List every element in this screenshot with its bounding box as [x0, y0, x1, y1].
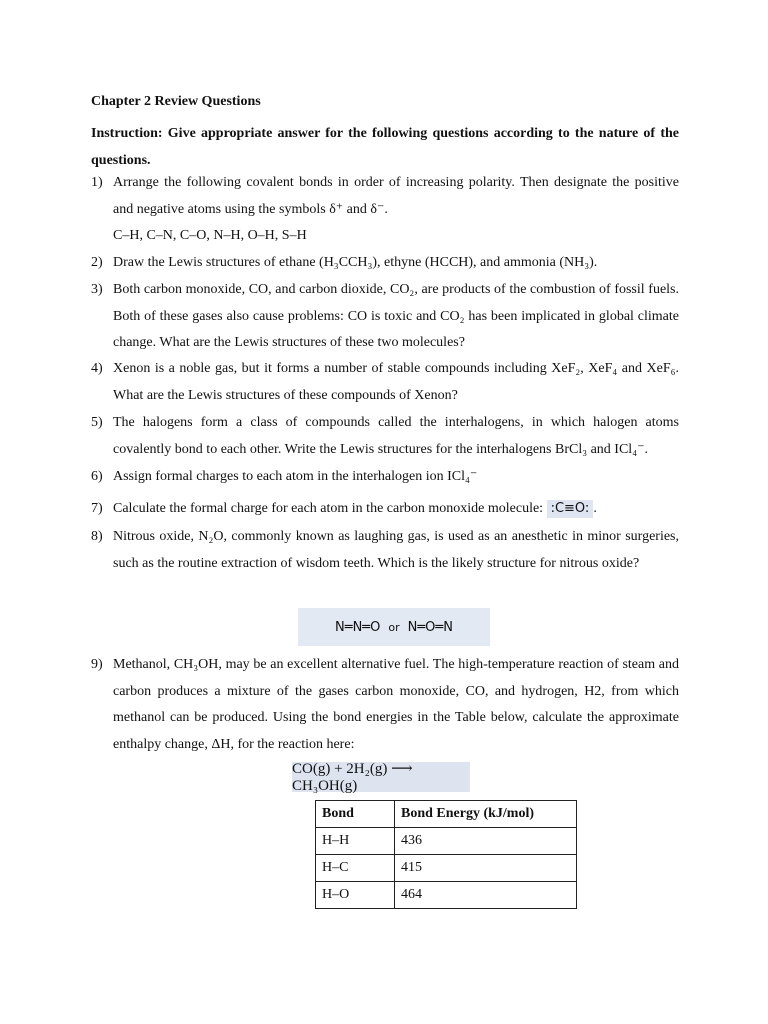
bond-cell: H–H — [316, 828, 395, 855]
question-text: Xenon is a noble gas, but it forms a number of stable compounds including XeF₂, XeF₄ and XeF₆. What are the Lewis structures of these compounds of Xenon? — [113, 361, 679, 403]
energy-cell: 415 — [395, 855, 577, 882]
question-number: 6) — [91, 469, 103, 484]
bond-list: C–H, C–N, C–O, N–H, O–H, S–H — [113, 228, 307, 243]
instruction-text: Instruction: Give appropriate answer for the following questions according to the nature of the questions. — [91, 126, 679, 168]
column-header: Bond — [316, 801, 395, 828]
table-row — [316, 855, 577, 882]
question-9 — [91, 652, 679, 758]
n2o-structure-a: N═N═O — [335, 619, 381, 635]
question-3 — [91, 277, 679, 357]
question-number: 3) — [91, 282, 103, 297]
question-number: 2) — [91, 255, 103, 270]
question-8 — [91, 524, 679, 577]
question-number: 7) — [91, 501, 103, 516]
question-5 — [91, 410, 679, 463]
question-text: Nitrous oxide, N₂O, commonly known as laughing gas, is used as an anesthetic in minor surgeries, such as the routine extraction of wisdom teeth. Which is the likely structure for nitrous oxide? — [113, 529, 679, 571]
question-1 — [91, 170, 679, 250]
question-number: 4) — [91, 361, 103, 376]
question-number: 8) — [91, 529, 103, 544]
bond-cell: H–C — [316, 855, 395, 882]
or-label: or — [388, 620, 400, 634]
question-text: Draw the Lewis structures of ethane (H₃CCH₃), ethyne (HCCH), and ammonia (NH₃). — [113, 255, 598, 270]
table-header-row — [316, 801, 577, 828]
reaction-equation: CO(g) + 2H₂(g) ⟶ CH₃OH(g) — [292, 762, 470, 792]
table-row — [316, 882, 577, 909]
column-header: Bond Energy (kJ/mol) — [395, 801, 577, 828]
bond-cell: H–O — [316, 882, 395, 909]
question-text: Calculate the formal charge for each atom in the carbon monoxide molecule: — [113, 501, 544, 516]
energy-cell: 436 — [395, 828, 577, 855]
n2o-structure-b: N═O═N — [407, 619, 453, 635]
question-text: Both carbon monoxide, CO, and carbon dioxide, CO₂, are products of the combustion of fossil fuels. Both of these gases also cause problems: CO is toxic and CO₂ has been implicated in global climate change. What are the Lewis structures of these two molecules? — [113, 282, 679, 350]
question-text: The halogens form a class of compounds called the interhalogens, in which halogen atoms covalently bond to each other. Write the Lewis structures for the interhalogens BrCl₃ and ICl₄⁻. — [113, 415, 679, 457]
co-lewis-structure: :C≡O: — [547, 500, 594, 518]
question-6 — [91, 464, 679, 491]
chapter-title: Chapter 2 Review Questions — [91, 94, 261, 109]
bond-energy-table — [315, 800, 577, 909]
question-number: 9) — [91, 657, 103, 672]
question-7: 7) Calculate the formal charge for each atom in the carbon monoxide molecule: :C≡O: . — [91, 496, 679, 523]
n2o-structures-figure — [298, 608, 490, 646]
question-text: Arrange the following covalent bonds in order of increasing polarity. Then designate the positive and negative atoms using the symbols δ⁺ and δ⁻. — [113, 175, 679, 217]
question-number: 1) — [91, 175, 103, 190]
question-text: Methanol, CH₃OH, may be an excellent alternative fuel. The high-temperature reaction of steam and carbon produces a mixture of the gases carbon monoxide, CO, and hydrogen, H2, from which methanol can be produced. Using the bond energies in the Table below, calculate the approximate enthalpy change, ΔH, for the reaction here: — [113, 657, 679, 752]
question-text: Assign formal charges to each atom in the interhalogen ion ICl₄⁻ — [113, 469, 478, 484]
question-number: 5) — [91, 415, 103, 430]
question-2 — [91, 250, 679, 277]
question-4 — [91, 356, 679, 409]
energy-cell: 464 — [395, 882, 577, 909]
table-row — [316, 828, 577, 855]
